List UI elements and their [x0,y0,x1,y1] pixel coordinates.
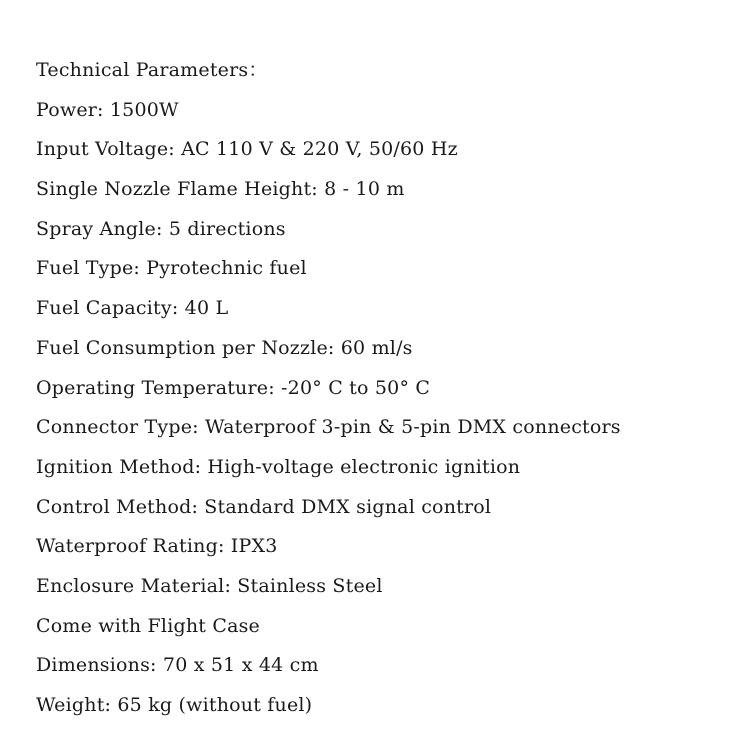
spec-flame-height: Single Nozzle Flame Height: 8 - 10 m [36,178,405,201]
spec-ignition-method: Ignition Method: High-voltage electronic ignition [36,455,521,478]
spec-heading: Technical Parameters： [36,59,268,81]
spec-weight: Weight: 65 kg (without fuel) [36,694,313,716]
spec-dimensions: Dimensions: 70 x 51 x 44 cm [36,654,319,677]
spec-enclosure-material: Enclosure Material: Stainless Steel [36,574,383,597]
spec-control-method: Control Method: Standard DMX signal control [36,495,492,518]
spec-power: Power: 1500W [36,98,179,121]
spec-fuel-capacity: Fuel Capacity: 40 L [36,297,229,320]
spec-waterproof-rating: Waterproof Rating: IPX3 [36,535,278,558]
technical-parameters-list [36,51,736,726]
spec-input-voltage: Input Voltage: AC 110 V & 220 V, 50/60 Hz [36,138,458,161]
spec-operating-temperature: Operating Temperature: -20° C to 50° C [36,376,431,399]
spec-connector-type: Connector Type: Waterproof 3-pin & 5-pin DMX connectors [36,416,621,439]
spec-spray-angle: Spray Angle: 5 directions [36,217,286,240]
spec-fuel-type: Fuel Type: Pyrotechnic fuel [36,257,307,280]
spec-flight-case: Come with Flight Case [36,614,260,637]
spec-fuel-consumption: Fuel Consumption per Nozzle: 60 ml/s [36,336,413,359]
